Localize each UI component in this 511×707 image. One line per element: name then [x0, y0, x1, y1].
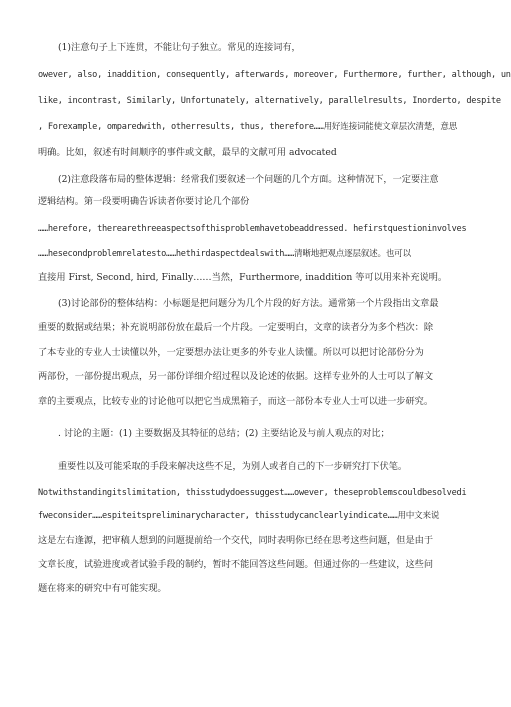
- discussion-topic-line: . 讨论的主题：(1) 主要数据及其特征的总结；(2) 主要结论及与前人观点的对比；: [58, 428, 390, 439]
- paragraph-1-line-4: , Forexample, omparedwith, otherresults, thus, therefore……用好连接词能使文章层次清楚，意思: [38, 122, 458, 132]
- paragraph-4-line-3: fweconsider……espiteitspreliminarycharacter, thisstudycanclearlyindicate……用中文来说: [38, 511, 440, 521]
- paragraph-1-line-3: like, incontrast, Similarly, Unfortunately, alternatively, parallelresults, Inorderto, despite: [38, 96, 501, 106]
- paragraph-2-line-2: 逻辑结构。第一段要明确告诉读者你要讨论几个部份: [38, 196, 250, 207]
- paragraph-4-line-4: 这是左右逢源，把审稿人想到的问题提前给一个交代，同时表明你已经在思考这些问题，但是由于: [38, 535, 434, 546]
- paragraph-4-line-5: 文章长度，试验进度或者试验手段的制约，暂时不能回答这些问题。但通过你的一些建议，这些问: [38, 559, 434, 570]
- paragraph-2-line-4: ……hesecondproblemrelatesto……hethirdaspectdealswith……清晰地把观点逐层叙述。也可以: [38, 249, 411, 259]
- paragraph-4-line-2: Notwithstandingitslimitation, thisstudydoessuggest……owever, theseproblemscouldbesolvedi: [38, 488, 467, 498]
- paragraph-3-line-1: (3)讨论部份的整体结构：小标题是把问题分为几个片段的好方法。通常第一个片段指出文章最: [58, 298, 439, 309]
- paragraph-2-line-5: 直接用 First, Second, hird, Finally……当然，Furthermore, inaddition 等可以用来补充说明。: [38, 272, 448, 283]
- paragraph-2-line-1: (2)注意段落布局的整体逻辑：经常我们要叙述一个问题的几个方面。这种情况下，一定要注意: [58, 174, 439, 185]
- paragraph-3-line-3: 了本专业的专业人士读懂以外，一定要想办法让更多的外专业人读懂。所以可以把讨论部份分为: [38, 347, 424, 358]
- paragraph-1-line-1: (1)注意句子上下连贯，不能让句子独立。常见的连接词有，: [58, 42, 301, 53]
- paragraph-3-line-2: 重要的数据或结果；补充说明部份放在最后一个片段。一定要明白，文章的读者分为多个档次：除: [38, 322, 434, 333]
- paragraph-4-line-6: 题在将来的研究中有可能实现。: [38, 583, 167, 594]
- paragraph-3-line-5: 章的主要观点，比较专业的讨论他可以把它当成黑箱子，而这一部份本专业人士可以进一步研究。: [38, 396, 434, 407]
- paragraph-4-line-1: 重要性以及可能采取的手段来解决这些不足，为别人或者自己的下一步研究打下伏笔。: [58, 461, 408, 472]
- paragraph-3-line-4: 两部份，一部份提出观点，另一部份详细介绍过程以及论述的依据。这样专业外的人士可以了解文: [38, 371, 434, 382]
- paragraph-2-line-3: ……herefore, therearethreeaspectsofthisproblemhavetobeaddressed. hefirstquestioninvolves: [38, 224, 467, 234]
- paragraph-1-line-2: owever, also, inaddition, consequently, afterwards, moreover, Furthermore, further, although, un: [38, 70, 511, 80]
- paragraph-1-line-5: 明确。比如，叙述有时间顺序的事件或文献，最早的文献可用 advocated: [38, 147, 337, 158]
